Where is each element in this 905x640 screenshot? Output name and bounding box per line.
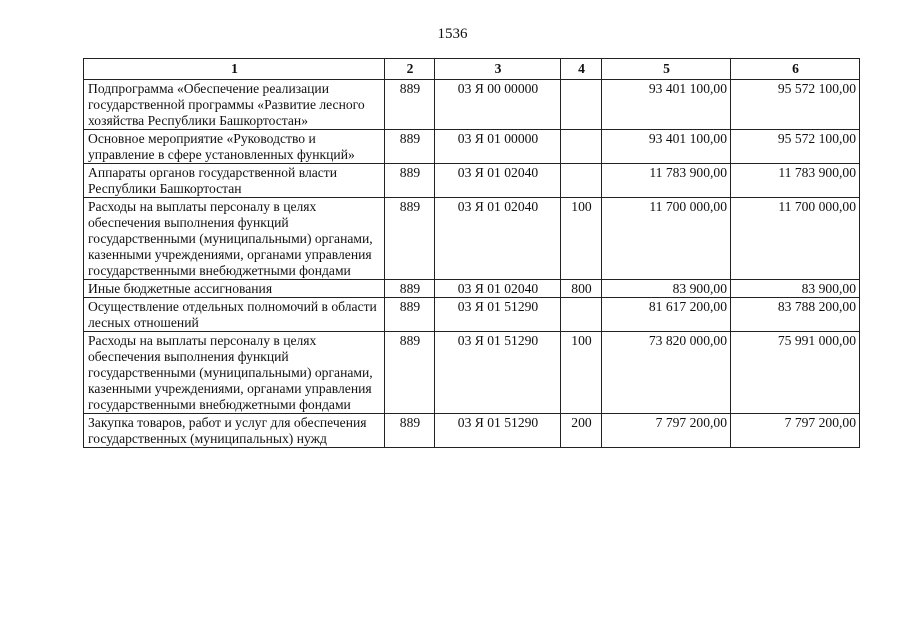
row-code: 889: [385, 280, 435, 298]
row-code: 889: [385, 298, 435, 332]
row-sum-1: 93 401 100,00: [602, 130, 731, 164]
row-name: Основное мероприятие «Руководство и управление в сфере установленных функций»: [84, 130, 385, 164]
row-sum-2: 83 900,00: [731, 280, 860, 298]
row-target: 03 Я 01 02040: [435, 280, 561, 298]
table-row: [84, 332, 860, 414]
budget-table: [83, 58, 860, 448]
row-type: 100: [561, 198, 602, 280]
row-name: Закупка товаров, работ и услуг для обеспечения государственных (муниципальных) нужд: [84, 414, 385, 448]
table-row: [84, 130, 860, 164]
row-sum-1: 11 700 000,00: [602, 198, 731, 280]
row-target: 03 Я 01 51290: [435, 414, 561, 448]
row-type: 800: [561, 280, 602, 298]
row-sum-2: 75 991 000,00: [731, 332, 860, 414]
table-row: [84, 298, 860, 332]
row-type: [561, 164, 602, 198]
row-target: 03 Я 01 51290: [435, 298, 561, 332]
row-target: 03 Я 00 00000: [435, 80, 561, 130]
row-name: Иные бюджетные ассигнования: [84, 280, 385, 298]
row-code: 889: [385, 198, 435, 280]
row-name: Расходы на выплаты персоналу в целях обеспечения выполнения функций государственными (муниципальными) органами, казенными учреждениями, органами управления государственными внебюджетными фондами: [84, 332, 385, 414]
row-type: [561, 80, 602, 130]
table-row: [84, 414, 860, 448]
row-target: 03 Я 01 02040: [435, 164, 561, 198]
header-col-1: 1: [84, 59, 385, 80]
header-col-3: 3: [435, 59, 561, 80]
table-row: [84, 80, 860, 130]
row-code: 889: [385, 332, 435, 414]
header-col-6: 6: [731, 59, 860, 80]
row-code: 889: [385, 80, 435, 130]
row-sum-2: 7 797 200,00: [731, 414, 860, 448]
row-target: 03 Я 01 00000: [435, 130, 561, 164]
row-target: 03 Я 01 02040: [435, 198, 561, 280]
row-target: 03 Я 01 51290: [435, 332, 561, 414]
row-sum-2: 11 783 900,00: [731, 164, 860, 198]
table-row: [84, 164, 860, 198]
row-name: Расходы на выплаты персоналу в целях обеспечения выполнения функций государственными (муниципальными) органами, казенными учреждениями, органами управления государственными внебюджетными фондами: [84, 198, 385, 280]
row-sum-2: 83 788 200,00: [731, 298, 860, 332]
row-code: 889: [385, 130, 435, 164]
row-type: 100: [561, 332, 602, 414]
row-sum-2: 11 700 000,00: [731, 198, 860, 280]
table-row: [84, 198, 860, 280]
row-type: [561, 298, 602, 332]
row-type: 200: [561, 414, 602, 448]
row-name: Подпрограмма «Обеспечение реализации государственной программы «Развитие лесного хозяйства Республики Башкортостан»: [84, 80, 385, 130]
header-col-5: 5: [602, 59, 731, 80]
row-sum-1: 11 783 900,00: [602, 164, 731, 198]
row-sum-1: 7 797 200,00: [602, 414, 731, 448]
page-number: 1536: [437, 26, 468, 42]
row-code: 889: [385, 164, 435, 198]
row-sum-1: 83 900,00: [602, 280, 731, 298]
row-sum-1: 73 820 000,00: [602, 332, 731, 414]
row-name: Осуществление отдельных полномочий в области лесных отношений: [84, 298, 385, 332]
row-sum-1: 81 617 200,00: [602, 298, 731, 332]
row-code: 889: [385, 414, 435, 448]
row-name: Аппараты органов государственной власти Республики Башкортостан: [84, 164, 385, 198]
table-header-row: [84, 59, 860, 80]
row-sum-1: 93 401 100,00: [602, 80, 731, 130]
table-row: [84, 280, 860, 298]
row-sum-2: 95 572 100,00: [731, 130, 860, 164]
header-col-4: 4: [561, 59, 602, 80]
row-sum-2: 95 572 100,00: [731, 80, 860, 130]
row-type: [561, 130, 602, 164]
header-col-2: 2: [385, 59, 435, 80]
